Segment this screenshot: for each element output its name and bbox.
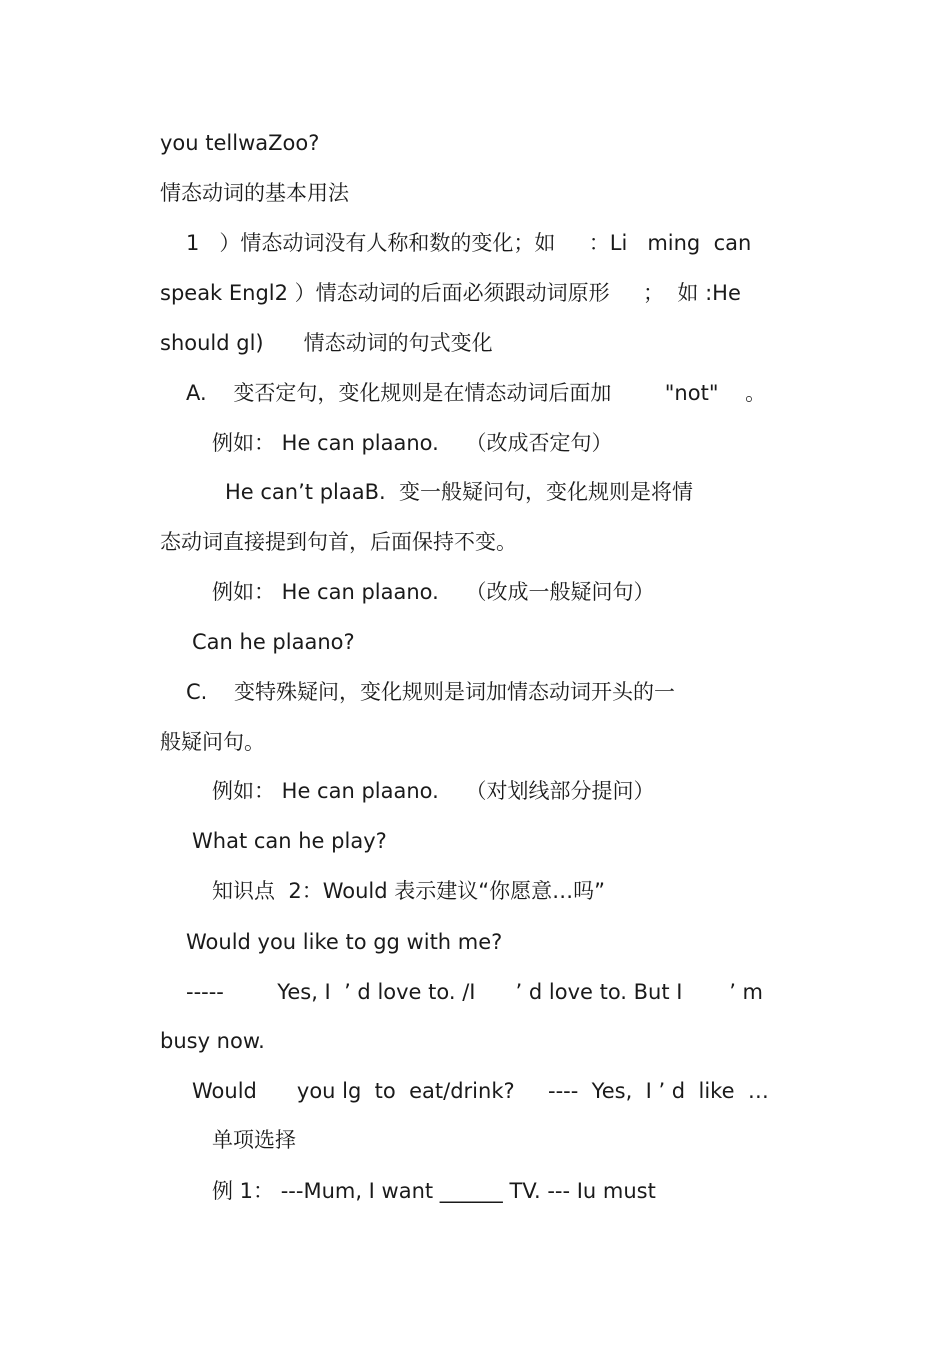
text-line-19: busy now. bbox=[160, 1029, 265, 1053]
example-line-3: 例如： He can plaano. （对划线部分提问） bbox=[212, 779, 655, 803]
text-line-13: 般疑问句。 bbox=[160, 730, 265, 754]
text-line-18: ----- Yes, I ’ d love to. /I ’ d love to. But I ’ m bbox=[186, 980, 764, 1004]
example-line-1: 例如： He can plaano. （改成否定句） bbox=[212, 431, 613, 455]
text-line-8: He can’t plaaB. 变一般疑问句，变化规则是将情 bbox=[225, 480, 694, 504]
example-line-2: 例如： He can plaano. （改成一般疑问句） bbox=[212, 580, 655, 604]
text-line-5: should gl) 情态动词的句式变化 bbox=[160, 331, 493, 355]
text-line-20: Would you lg to eat/drink? ---- Yes, I ’ d like … bbox=[192, 1079, 769, 1103]
text-line-4: speak Engl2 ）情态动词的后面必须跟动词原形 ； 如 :He bbox=[160, 281, 741, 305]
knowledge-point-heading: 知识点 2：Would 表示建议“你愿意…吗” bbox=[212, 879, 606, 903]
text-line-11: Can he plaano? bbox=[192, 630, 355, 654]
text-line-12: C. 变特殊疑问，变化规则是词加情态动词开头的一 bbox=[186, 680, 676, 704]
exercise-line-1: 例 1： ---Mum, I want ______ TV. --- Iu must bbox=[212, 1179, 656, 1203]
text-line-6: A. 变否定句，变化规则是在情态动词后面加 "not" 。 bbox=[186, 381, 767, 405]
multiple-choice-heading: 单项选择 bbox=[212, 1128, 296, 1152]
text-line-3: 1 ）情态动词没有人称和数的变化；如 ：Li ming can bbox=[186, 231, 752, 255]
text-line-15: What can he play? bbox=[192, 829, 387, 853]
text-line-17: Would you like to gg with me? bbox=[186, 930, 503, 954]
section-heading-modal-verbs: 情态动词的基本用法 bbox=[160, 181, 349, 205]
text-line-1: you tellwaZoo? bbox=[160, 131, 320, 155]
text-line-9: 态动词直接提到句首，后面保持不变。 bbox=[160, 530, 517, 554]
